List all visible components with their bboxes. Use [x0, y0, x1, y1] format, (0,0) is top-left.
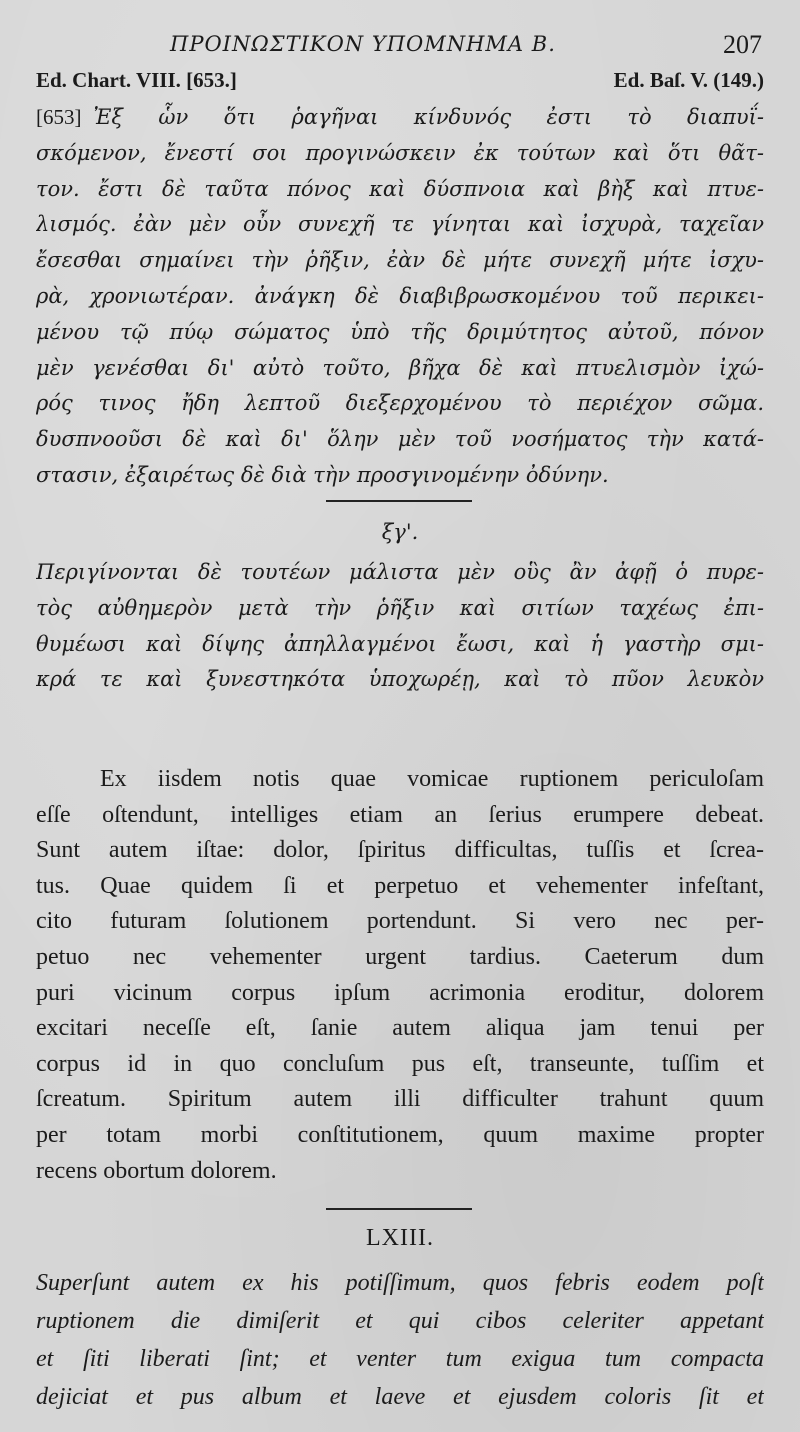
latin-commentary-line: puri vicinum corpus ipſum acrimonia eroditur, dolorem [36, 979, 764, 1006]
latin-commentary-line: eſſe oſtendunt, intelliges etiam an ſerius erumpere debeat. [36, 801, 764, 828]
latin-commentary-line: corpus id in quo concluſum pus eſt, transeunte, tuſſim et [36, 1050, 764, 1077]
greek-commentary-line [36, 100, 764, 136]
latin-commentary-line: per totam morbi conſtitutionem, quum maxime propter [36, 1121, 764, 1148]
page-number: 207 [723, 30, 762, 59]
section-divider-rule [326, 1208, 472, 1210]
latin-aphorism-line: ruptionem die dimiſerit et qui cibos celeriter appetant [36, 1308, 764, 1334]
latin-commentary-line: tus. Quae quidem ſi et perpetuo et vehementer infeſtant, [36, 872, 764, 899]
greek-commentary-line: ἔσεσθαι σημαίνει τὴν ῥῆξιν, ἐὰν δὲ μήτε συνεχῆ μήτε ἰσχυ- [36, 248, 764, 273]
greek-commentary-line: μένου τῷ πύῳ σώματος ὑπὸ τῆς δριμύτητος αὐτοῦ, πόνον [36, 319, 764, 344]
latin-commentary-line: excitari neceſſe eſt, ſanie autem aliqua jam tenui per [36, 1015, 764, 1042]
greek-commentary-line: τον. ἔστι δὲ ταῦτα πόνος καὶ δύσπνοια καὶ βὴξ καὶ πτυε- [36, 176, 764, 201]
edition-reference-line [36, 68, 764, 96]
greek-commentary-line: σκόμενον, ἔνεστί σοι προγινώσκειν ἐκ τούτων καὶ ὅτι θᾶτ- [36, 140, 764, 165]
greek-commentary-line-text: Ἐξ ὧν ὅτι ῥαγῆναι κίνδυνός ἐστι τὸ διαπυΐ- [93, 105, 764, 129]
latin-commentary-line: Ex iisdem notis quae vomicae ruptionem periculoſam [100, 766, 764, 792]
page-reference-marker: [653] [36, 105, 82, 129]
latin-commentary-line: recens obortum dolorem. [36, 1157, 277, 1184]
greek-aphorism-line: κρά τε καὶ ξυνεστηκότα ὑποχωρέῃ, καὶ τὸ πῦον λευκὸν [36, 667, 764, 692]
latin-aphorism-line: dejiciat et pus album et laeve et ejusdem coloris ſit et [36, 1384, 764, 1410]
greek-commentary-line: δυσπνοοῦσι δὲ καὶ δι' ὅλην μὲν τοῦ νοσήματος τὴν κατά- [36, 427, 764, 452]
edition-basel-reference: Ed. Baſ. V. (149.) [613, 68, 764, 92]
greek-aphorism [36, 555, 764, 698]
section-divider-rule [326, 500, 472, 502]
greek-aphorism-line: θυμέωσι καὶ δίψης ἀπηλλαγμένοι ἔωσι, καὶ ἡ γαστὴρ σμι- [36, 631, 764, 656]
greek-commentary-line: μὲν γενέσθαι δι' αὐτὸ τοῦτο, βῆχα δὲ καὶ πτυελισμὸν ἰχώ- [36, 355, 764, 380]
greek-commentary-line: ρός τινος ἤδη λεπτοῦ διεξερχομένου τὸ περιέχον σῶμα. [36, 391, 764, 416]
greek-commentary-line: στασιν, ἐξαιρέτως δὲ διὰ τὴν προσγινομένην ὀδύνην. [36, 462, 609, 487]
greek-aphorism-line: Περιγίνονται δὲ τουτέων μάλιστα μὲν οὓς ἂν ἀφῇ ὁ πυρε- [36, 560, 764, 584]
latin-aphorism-line: Superſunt autem ex his potiſſimum, quos febris eodem poſt [36, 1270, 764, 1296]
running-title: ΠΡΟΙΝΩΣΤΙΚΟΝ ΥΠΟΜΝΗΜΑ Β. [170, 32, 556, 56]
greek-commentary-line: ρὰ, χρονιωτέραν. ἀνάγκη δὲ διαβιβρωσκομένου τοῦ περικει- [36, 283, 764, 308]
running-head [0, 30, 800, 62]
greek-section-number: ξγ'. [381, 520, 419, 544]
latin-aphorism-line: et ſiti liberati ſint; et venter tum exigua tum compacta [36, 1346, 764, 1372]
latin-commentary-line: Sunt autem iſtae: dolor, ſpiritus difficultas, tuſſis et ſcrea- [36, 837, 764, 864]
latin-commentary-line: ſcreatum. Spiritum autem illi difficulter trahunt quum [36, 1086, 764, 1113]
greek-commentary [36, 100, 764, 494]
latin-commentary [36, 762, 764, 1189]
greek-aphorism-line: τὸς αὐθημερὸν μετὰ τὴν ῥῆξιν καὶ σιτίων ταχέως ἐπι- [36, 595, 764, 620]
latin-commentary-line: cito futuram ſolutionem portendunt. Si vero nec per- [36, 908, 764, 935]
greek-commentary-line: λισμός. ἐὰν μὲν οὖν συνεχῆ τε γίνηται καὶ ἰσχυρὰ, ταχεῖαν [36, 212, 764, 237]
latin-section-number: LXIII. [366, 1225, 434, 1251]
edition-chart-reference: Ed. Chart. VIII. [653.] [36, 68, 237, 92]
latin-commentary-line: petuo nec vehementer urgent tardius. Caeterum dum [36, 943, 764, 970]
latin-aphorism [36, 1264, 764, 1416]
